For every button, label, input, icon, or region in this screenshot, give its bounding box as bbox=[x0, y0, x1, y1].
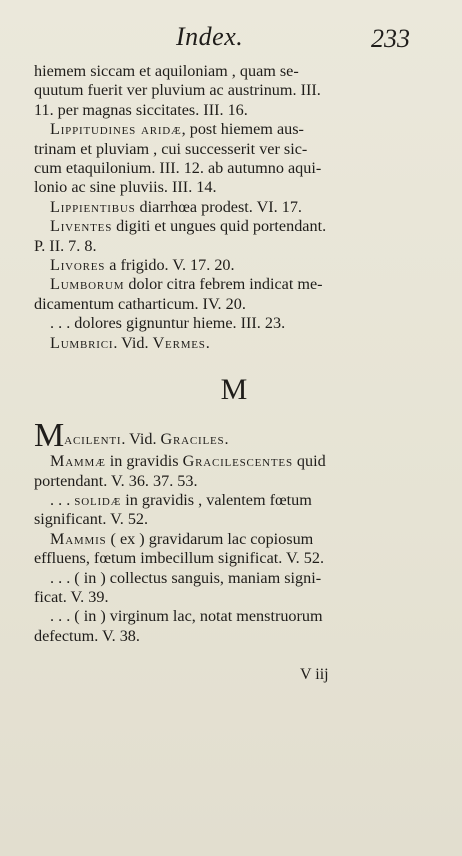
index-text: ( ex ) gravidarum lac copiosum bbox=[106, 529, 314, 548]
index-line bbox=[34, 256, 434, 275]
index-text: dolor citra febrem indicat me- bbox=[124, 275, 323, 294]
entries-m-block bbox=[34, 452, 434, 646]
index-text: dicamentum catharticum. IV. 20. bbox=[34, 294, 246, 313]
index-line bbox=[34, 530, 434, 549]
index-term: Vermes bbox=[152, 333, 206, 352]
dropcap-entry bbox=[34, 417, 434, 455]
index-line bbox=[34, 569, 434, 588]
index-term: Gracilescentes bbox=[182, 452, 293, 471]
index-text: quid bbox=[292, 452, 326, 471]
index-term: solidæ bbox=[74, 490, 122, 509]
page-number: 233 bbox=[371, 24, 410, 53]
index-line bbox=[34, 237, 434, 256]
index-text: 11. per magnas siccitates. III. 16. bbox=[34, 100, 248, 119]
dropcap-rest: acilenti bbox=[64, 430, 122, 449]
index-term: Lippitudines aridæ bbox=[50, 120, 182, 139]
index-line bbox=[34, 178, 434, 197]
index-line bbox=[34, 217, 434, 236]
index-line bbox=[34, 314, 434, 333]
section-letter: M bbox=[220, 373, 248, 407]
index-text: a frigido. V. 17. 20. bbox=[105, 256, 235, 275]
index-text: defectum. V. 38. bbox=[34, 626, 140, 645]
index-text: . Vid. bbox=[113, 333, 153, 352]
dropcap-ref: Graciles bbox=[160, 430, 225, 449]
index-term: Mammæ bbox=[50, 452, 106, 471]
index-text: . bbox=[205, 333, 210, 352]
index-text: in gravidis bbox=[105, 452, 183, 471]
index-text: quutum fuerit ver pluvium ac austrinum. III. bbox=[34, 81, 321, 100]
index-text: . . . bbox=[50, 490, 75, 509]
entries-l-block bbox=[34, 62, 434, 353]
index-text: . . . ( in ) virginum lac, notat menstruorum bbox=[50, 607, 323, 626]
index-term: Livores bbox=[50, 256, 106, 275]
index-line bbox=[34, 627, 434, 646]
index-line bbox=[34, 510, 434, 529]
index-text: cum etaquilonium. III. 12. ab autumno aqui- bbox=[34, 159, 322, 178]
index-line bbox=[34, 334, 434, 353]
index-line bbox=[34, 140, 434, 159]
index-line bbox=[34, 198, 434, 217]
index-line bbox=[34, 295, 434, 314]
index-text: . . . ( in ) collectus sanguis, maniam signi- bbox=[50, 568, 322, 587]
index-text: diarrhœa prodest. VI. 17. bbox=[135, 197, 302, 216]
header-title: Index. bbox=[176, 22, 244, 51]
index-line bbox=[34, 472, 434, 491]
index-line bbox=[34, 120, 434, 139]
index-text: portendant. V. 36. 37. 53. bbox=[34, 471, 198, 490]
index-text: digiti et ungues quid portendant. bbox=[112, 217, 327, 236]
dropcap-end: . bbox=[224, 430, 229, 449]
index-line bbox=[34, 101, 434, 120]
index-line bbox=[34, 491, 434, 510]
index-text: significant. V. 52. bbox=[34, 510, 149, 529]
index-line bbox=[34, 81, 434, 100]
index-line bbox=[34, 159, 434, 178]
index-text: trinam et pluviam , cui successerit ver sic- bbox=[34, 139, 308, 158]
index-line bbox=[34, 607, 434, 626]
index-text bbox=[34, 62, 434, 646]
index-text: in gravidis , valentem fœtum bbox=[121, 490, 312, 509]
index-line bbox=[34, 62, 434, 81]
index-text: , post hiemem aus- bbox=[181, 120, 304, 139]
signature-mark: V iij bbox=[300, 666, 329, 683]
index-term: Lumborum bbox=[50, 275, 125, 294]
index-text: lonio ac sine pluviis. III. 14. bbox=[34, 178, 217, 197]
index-term: Liventes bbox=[50, 217, 113, 236]
index-text: effluens, fœtum imbecillum significat. V. 52. bbox=[34, 549, 324, 568]
index-term: Mammis bbox=[50, 529, 107, 548]
index-text: P. II. 7. 8. bbox=[34, 236, 97, 255]
dropcap-letter: M bbox=[34, 417, 65, 455]
index-term: Lumbrici bbox=[50, 333, 114, 352]
index-line bbox=[34, 275, 434, 294]
index-text: . . . dolores gignuntur hieme. III. 23. bbox=[50, 314, 286, 333]
index-term: Lippientibus bbox=[50, 197, 136, 216]
index-line bbox=[34, 549, 434, 568]
index-text: ficat. V. 39. bbox=[34, 587, 109, 606]
index-line bbox=[34, 452, 434, 471]
dropcap-after: . Vid. bbox=[121, 430, 161, 449]
index-text: hiemem siccam et aquiloniam , quam se- bbox=[34, 62, 299, 80]
running-header bbox=[0, 18, 462, 58]
index-line bbox=[34, 588, 434, 607]
